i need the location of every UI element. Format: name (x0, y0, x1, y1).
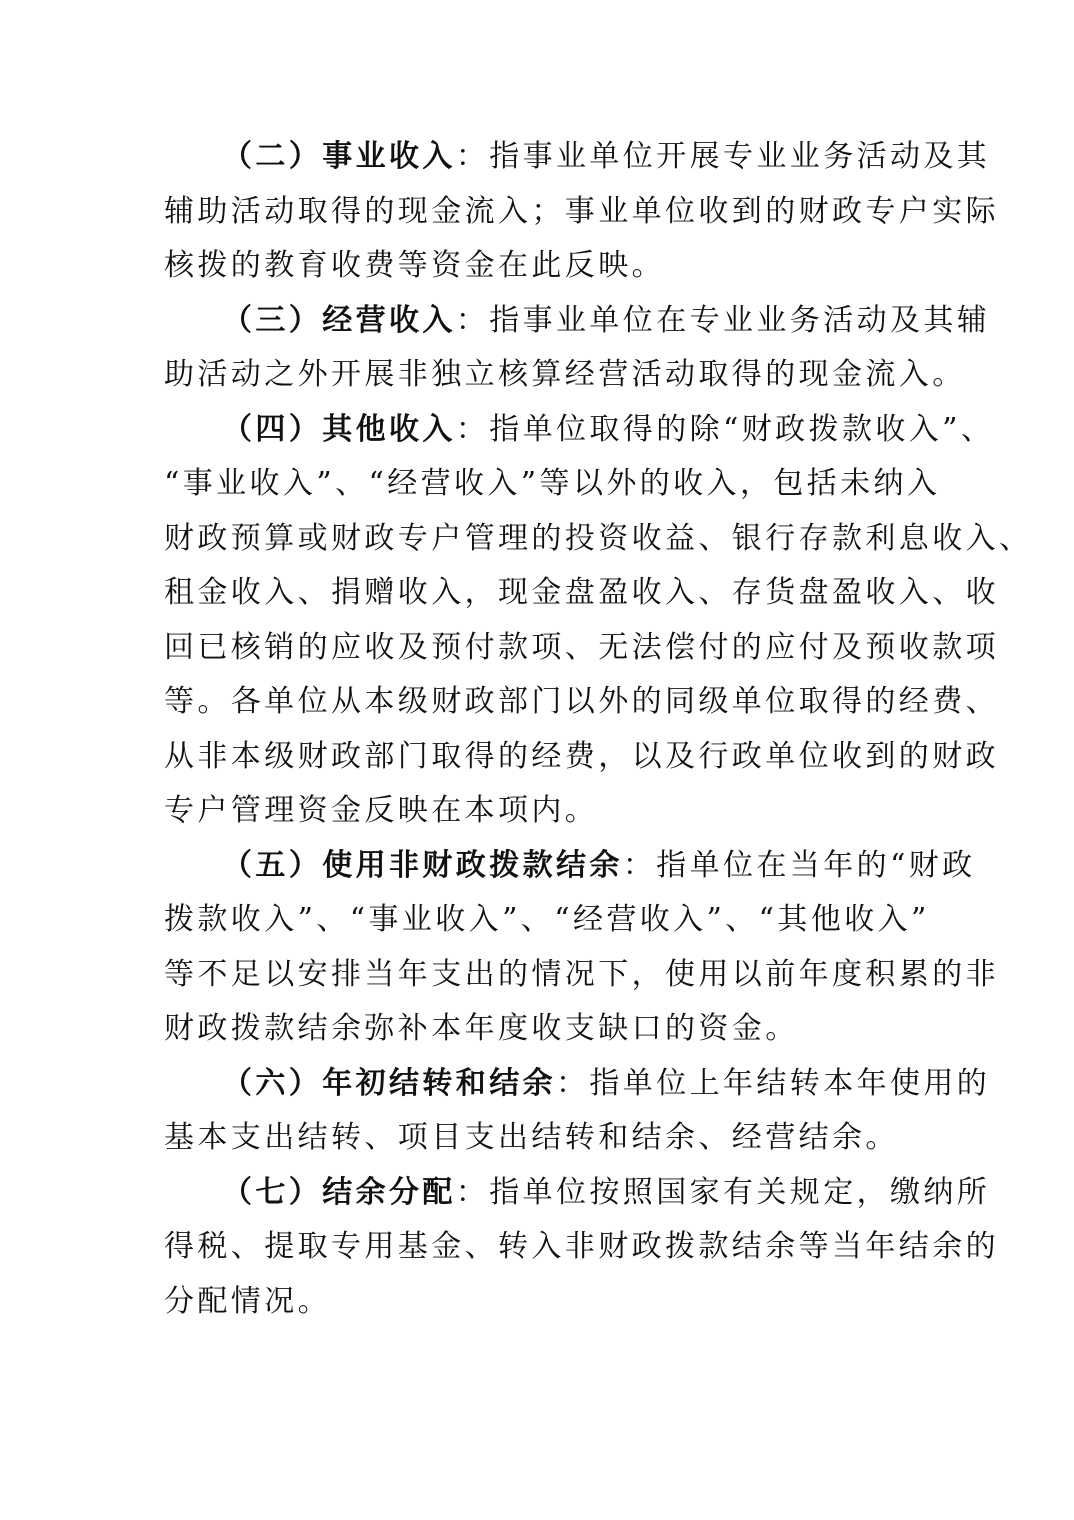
term-heading: （二）事业收入 (222, 139, 456, 174)
paragraph-line: 分配情况。 (164, 1283, 331, 1319)
paragraph-line: 回已核销的应收及预付款项、无法偿付的应付及预收款项 (164, 629, 999, 665)
paragraph-line: 得税、提取专用基金、转入非财政拨款结余等当年结余的 (164, 1229, 999, 1264)
paragraph-text: ：指事业单位开展专业业务活动及其 (455, 139, 991, 174)
term-heading: （四）其他收入 (222, 411, 456, 447)
paragraph-line: 财政预算或财政专户管理的投资收益、银行存款利息收入、 (164, 520, 1033, 556)
paragraph-carryover-balance (164, 1057, 991, 1166)
paragraph-text: ：指单位上年结转本年使用的 (556, 1065, 991, 1101)
paragraph-line: 从非本级财政部门取得的经费，以及行政单位收到的财政 (164, 738, 999, 774)
paragraph-first-line (164, 294, 991, 349)
paragraph-first-line (164, 403, 995, 458)
term-heading: （六）年初结转和结余 (222, 1065, 556, 1101)
paragraph-business-income (164, 130, 999, 294)
paragraph-line: 辅助活动取得的现金流入；事业单位收到的财政专户实际 (164, 193, 999, 229)
paragraph-line: 拨款收入”、“事业收入”、“经营收入”、“其他收入” (164, 902, 930, 937)
paragraph-non-fiscal-balance (164, 839, 999, 1057)
paragraph-line: “事业收入”、“经营收入”等以外的收入，包括未纳入 (164, 466, 941, 501)
paragraph-other-income (164, 403, 1033, 839)
term-heading: （七）结余分配 (222, 1174, 456, 1210)
paragraph-first-line (164, 1057, 991, 1112)
paragraph-first-line (164, 839, 976, 894)
term-heading: （五）使用非财政拨款结余 (222, 847, 623, 883)
paragraph-line: 租金收入、捐赠收入，现金盘盈收入、存货盘盈收入、收 (164, 575, 999, 610)
paragraph-line: 等不足以安排当年支出的情况下，使用以前年度积累的非 (164, 956, 999, 992)
paragraph-text: ：指事业单位在专业业务活动及其辅 (455, 302, 991, 338)
paragraph-line: 专户管理资金反映在本项内。 (164, 793, 599, 828)
paragraph-operating-income (164, 294, 991, 403)
paragraph-line: 助活动之外开展非独立核算经营活动取得的现金流入。 (164, 357, 966, 392)
document-body (164, 130, 1033, 1329)
paragraph-line: 财政拨款结余弥补本年度收支缺口的资金。 (164, 1011, 799, 1046)
term-heading: （三）经营收入 (222, 302, 456, 338)
paragraph-line: 基本支出结转、项目支出结转和结余、经营结余。 (164, 1120, 899, 1155)
paragraph-first-line (164, 130, 991, 185)
paragraph-first-line (164, 1166, 991, 1221)
paragraph-line: 等。各单位从本级财政部门以外的同级单位取得的经费、 (164, 684, 999, 719)
paragraph-text: ：指单位取得的除“财政拨款收入”、 (455, 411, 995, 447)
paragraph-balance-distribution (164, 1166, 999, 1330)
paragraph-text: ：指单位按照国家有关规定，缴纳所 (455, 1174, 991, 1210)
paragraph-text: ：指单位在当年的“财政 (622, 847, 976, 883)
paragraph-line: 核拨的教育收费等资金在此反映。 (164, 248, 665, 283)
